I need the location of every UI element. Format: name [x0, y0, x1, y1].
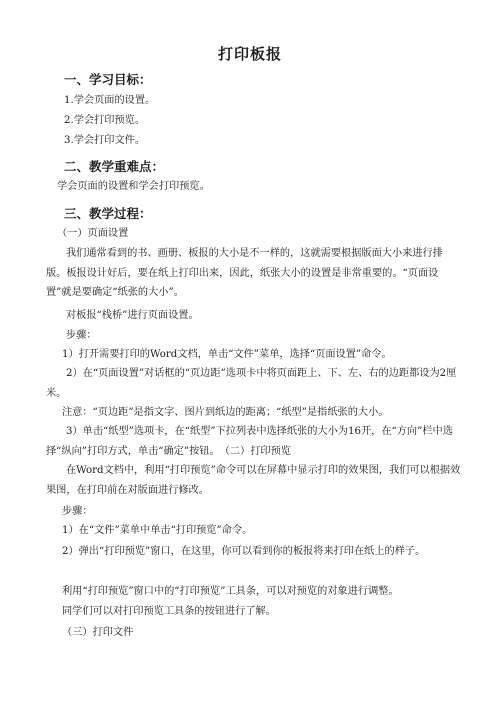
objective-item: 1.学会页面的设置。	[64, 95, 156, 106]
step-item: 3）单击“纸型”选项卡，在“纸型”下拉列表中选择纸张的大小为16开，在“方向”栏中选择“纵向”打印方式，单击“确定”按钮。 （二）打印预览	[46, 426, 453, 457]
section-heading-objectives: 一、学习目标：	[64, 72, 152, 87]
step-item: 1）打开需要打印的Word文档，单击“文件”菜单，选择“页面设置”命令。	[62, 349, 392, 360]
steps-label: 步骤：	[66, 330, 97, 341]
objective-item: 3.学会打印文件。	[64, 135, 146, 146]
paragraph-task: 对板报“栈桥”进行页面设置。	[66, 310, 199, 321]
section-heading-process: 三、教学过程：	[64, 206, 152, 221]
paragraph-toolbar-buttons: 同学们可以对打印预览工具条的按钮进行了解。	[62, 606, 276, 617]
paragraph-intro: 我们通常看到的书、画册、板报的大小是不一样的，这就需要根据版面大小来进行排版。板报设计好后，要在纸上打印出来，因此，纸张大小的设置是非常重要的。“页面设置”就是要确定“纸张的大小”。	[46, 248, 443, 298]
paragraph-toolbar: 利用“打印预览”窗口中的“打印预览”工具条，可以对预览的对象进行调整。	[62, 586, 399, 597]
subsection-page-setup: （一）页面设置	[57, 228, 129, 239]
key-points-text: 学会页面的设置和学会打印预览。	[57, 181, 210, 192]
section-heading-key-points: 二、教学重难点：	[64, 159, 165, 174]
page-title: 打印板报	[217, 45, 282, 63]
paragraph-preview: 在Word文档中，利用“打印预览”命令可以在屏幕中显示打印的效果图，我们可以根据效果图，在打印前在对版面进行修改。	[46, 465, 461, 496]
step-item: 1）在“文件”菜单中单击“打印预览”命令。	[62, 525, 253, 536]
note-text: 注意：“页边距”是指文字、图片到纸边的距离；“纸型”是指纸张的大小。	[62, 407, 389, 418]
subsection-print-file: （三）打印文件	[62, 627, 134, 638]
step-item: 2）弹出“打印预览”窗口，在这里，你可以看到你的板报将来打印在纸上的样子。	[62, 546, 426, 557]
objective-item: 2.学会打印预览。	[64, 115, 146, 126]
step-item: 2）在“页面设置”对话框的“页边距”选项卡中将页面距上、下、左、右的边距都设为2厘米。	[46, 368, 457, 399]
steps-label: 步骤：	[62, 506, 93, 517]
